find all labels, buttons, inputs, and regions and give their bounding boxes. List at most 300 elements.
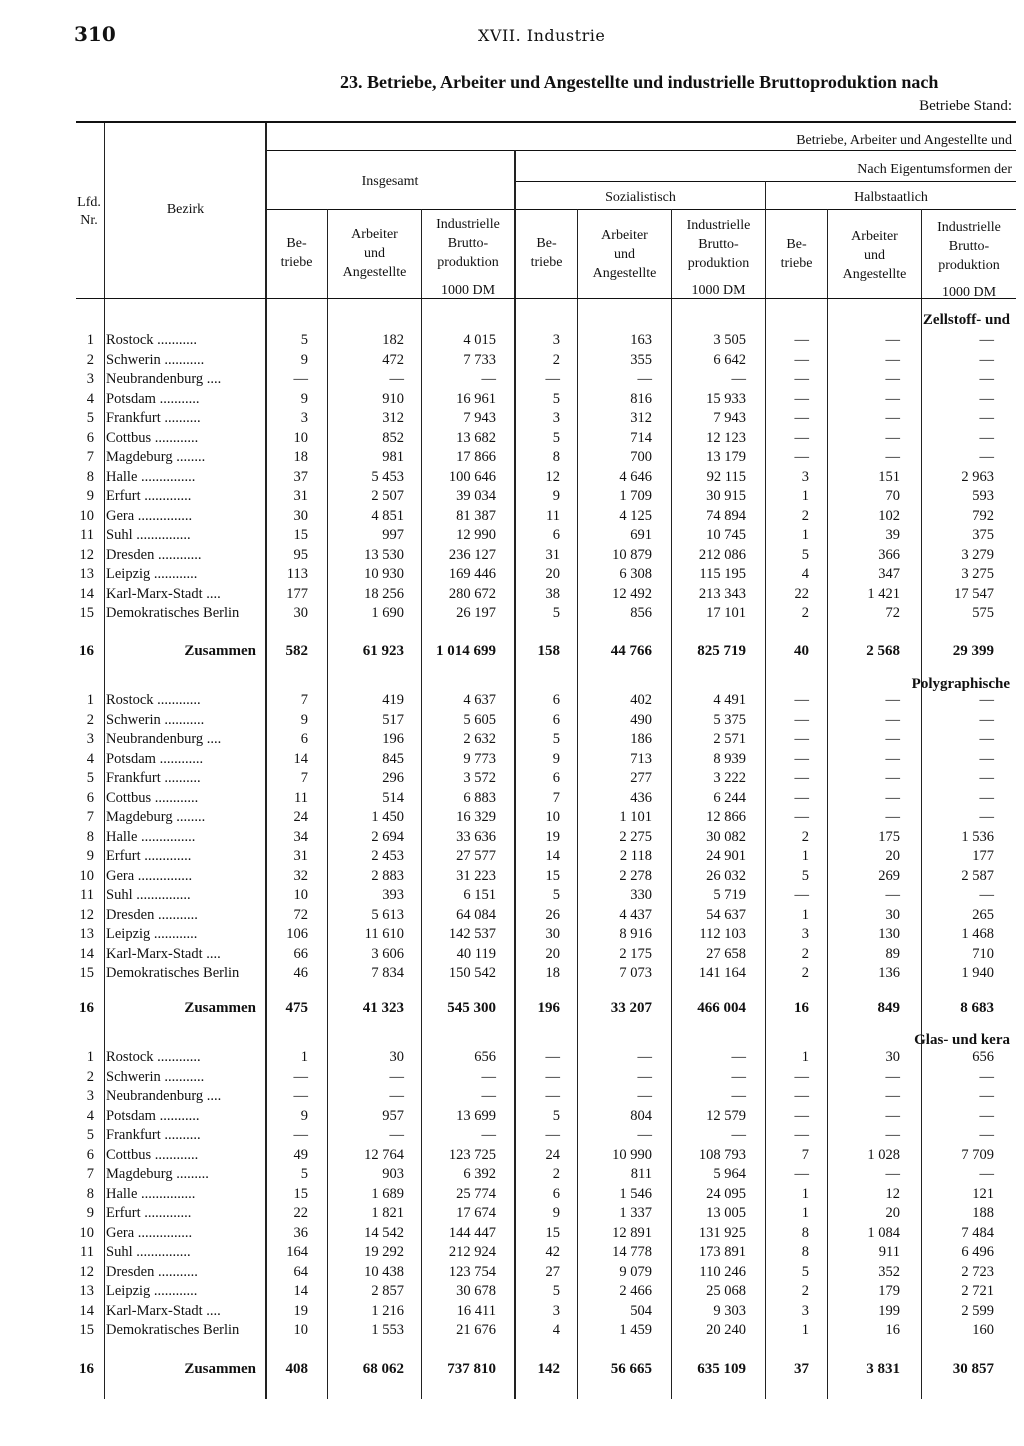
- table-cell: 7 733: [463, 351, 496, 368]
- table-cell: 393: [382, 887, 404, 903]
- table-cell: —: [481, 1068, 496, 1085]
- table-cell: 199: [878, 1302, 900, 1319]
- table-cell: 6 151: [463, 887, 496, 903]
- bezirk-name: Potsdam ...........: [106, 390, 200, 407]
- row-number: 9: [86, 848, 94, 864]
- row-number: 16: [79, 1000, 94, 1016]
- table-cell: —: [979, 789, 994, 806]
- table-cell: 123 754: [448, 1263, 496, 1280]
- table-cell: —: [794, 351, 809, 368]
- table-cell: 6 883: [463, 789, 496, 806]
- total-cell: 16: [794, 1000, 809, 1016]
- table-cell: 72: [293, 906, 308, 923]
- table-cell: 4: [801, 566, 809, 582]
- table-row: [0, 352, 1024, 372]
- table-cell: 64: [293, 1263, 308, 1280]
- bezirk-name: Magdeburg ........: [106, 449, 206, 465]
- table-row: [0, 809, 1024, 829]
- table-cell: 9: [552, 750, 560, 767]
- table-cell: —: [794, 887, 809, 903]
- table-cell: 2 278: [619, 867, 652, 884]
- section-label: Glas- und kera: [914, 1032, 1010, 1048]
- table-cell: 196: [382, 731, 404, 747]
- table-cell: —: [637, 1049, 652, 1065]
- table-cell: 2 721: [961, 1283, 994, 1299]
- row-number: 16: [79, 643, 94, 659]
- table-cell: 2 466: [619, 1283, 652, 1299]
- table-cell: 13 699: [456, 1107, 496, 1124]
- table-cell: 2 453: [371, 848, 404, 864]
- table-cell: 8: [801, 1224, 809, 1241]
- table-cell: —: [794, 449, 809, 465]
- table-cell: —: [794, 1107, 809, 1124]
- table-cell: 1 553: [371, 1322, 404, 1338]
- table-cell: —: [885, 711, 900, 728]
- table-cell: 33 636: [456, 828, 496, 845]
- table-cell: 9: [300, 1107, 308, 1124]
- table-cell: —: [293, 1068, 308, 1085]
- bezirk-name: Karl-Marx-Stadt ....: [106, 1302, 221, 1319]
- row-number: 12: [79, 906, 94, 923]
- table-cell: —: [979, 1068, 994, 1085]
- table-cell: 472: [382, 351, 404, 368]
- table-cell: 9: [300, 390, 308, 407]
- table-cell: 212 086: [698, 546, 746, 563]
- table-cell: 5: [552, 429, 560, 446]
- table-cell: 2: [801, 507, 809, 524]
- table-cell: 66: [293, 945, 308, 962]
- table-cell: 164: [286, 1244, 308, 1260]
- table-row: [0, 1244, 1024, 1264]
- bezirk-name: Gera ...............: [106, 867, 193, 884]
- table-cell: 10 930: [364, 566, 404, 582]
- table-cell: 30: [293, 507, 308, 524]
- table-cell: —: [979, 750, 994, 767]
- table-cell: 5 605: [463, 711, 496, 728]
- table-row: [0, 488, 1024, 508]
- table-cell: 13 530: [364, 546, 404, 563]
- table-cell: 175: [878, 828, 900, 845]
- table-cell: 26: [545, 906, 560, 923]
- table-cell: —: [885, 750, 900, 767]
- table-cell: 5: [300, 332, 308, 348]
- table-cell: 4 125: [619, 507, 652, 524]
- row-number: 7: [86, 809, 94, 825]
- row-number: 11: [80, 887, 94, 903]
- table-row: [0, 751, 1024, 771]
- table-cell: 4 851: [371, 507, 404, 524]
- table-row: [0, 790, 1024, 810]
- table-cell: 2 599: [961, 1302, 994, 1319]
- table-cell: 2: [552, 351, 560, 368]
- table-cell: 17 101: [706, 605, 746, 621]
- table-cell: 792: [972, 507, 994, 524]
- table-cell: 4 491: [713, 692, 746, 708]
- table-cell: 5: [552, 1107, 560, 1124]
- table-cell: 1 216: [371, 1302, 404, 1319]
- row-number: 13: [79, 1283, 94, 1299]
- table-cell: 402: [630, 692, 652, 708]
- table-cell: 12 123: [706, 429, 746, 446]
- row-number: 1: [86, 692, 94, 708]
- bezirk-name: Neubrandenburg ....: [106, 731, 222, 747]
- table-cell: 1 101: [619, 809, 652, 825]
- table-cell: —: [885, 371, 900, 387]
- table-cell: 8: [801, 1244, 809, 1260]
- table-cell: —: [885, 692, 900, 708]
- row-number: 6: [86, 429, 94, 446]
- table-cell: 1: [801, 1049, 809, 1065]
- row-number: 11: [80, 1244, 94, 1260]
- col-header-arbeiter: Arbeiter und Angestellte: [842, 229, 907, 282]
- table-cell: 6 244: [713, 789, 746, 806]
- table-cell: 24: [293, 809, 308, 825]
- table-cell: —: [794, 410, 809, 426]
- table-cell: —: [885, 809, 900, 825]
- table-cell: 17 547: [954, 585, 994, 602]
- table-cell: 1 084: [867, 1224, 900, 1241]
- table-cell: —: [885, 351, 900, 368]
- table-cell: 12: [545, 468, 560, 485]
- table-cell: 10: [545, 809, 560, 825]
- table-cell: 10: [293, 1322, 308, 1338]
- table-cell: 1 536: [961, 828, 994, 845]
- table-cell: 39 034: [456, 488, 496, 504]
- table-cell: —: [731, 371, 746, 387]
- table-cell: 25 068: [706, 1283, 746, 1299]
- table-cell: —: [885, 887, 900, 903]
- table-cell: 1 940: [961, 965, 994, 981]
- table-row: [0, 1127, 1024, 1147]
- table-cell: 265: [972, 906, 994, 923]
- table-cell: 811: [630, 1166, 652, 1182]
- total-cell: 635 109: [697, 1361, 746, 1377]
- table-cell: 15: [545, 1224, 560, 1241]
- row-number: 11: [80, 527, 94, 543]
- table-cell: —: [885, 731, 900, 747]
- table-cell: —: [979, 390, 994, 407]
- table-row: [0, 965, 1024, 985]
- table-cell: —: [731, 1049, 746, 1065]
- table-cell: —: [885, 449, 900, 465]
- row-number: 6: [86, 1146, 94, 1163]
- table-cell: 144 447: [448, 1224, 496, 1241]
- table-cell: —: [545, 1049, 560, 1065]
- table-cell: 957: [382, 1107, 404, 1124]
- table-cell: 14 542: [364, 1224, 404, 1241]
- table-cell: 19: [545, 828, 560, 845]
- bezirk-name: Dresden ...........: [106, 1263, 198, 1280]
- row-number: 8: [86, 468, 94, 485]
- table-cell: 7 943: [713, 410, 746, 426]
- table-cell: 1: [801, 1322, 809, 1338]
- table-cell: 179: [878, 1283, 900, 1299]
- table-cell: 5: [801, 867, 809, 884]
- table-cell: 713: [630, 750, 652, 767]
- table-cell: —: [979, 770, 994, 786]
- table-cell: 1: [801, 1205, 809, 1221]
- table-cell: —: [637, 1088, 652, 1104]
- table-cell: 212 924: [448, 1244, 496, 1260]
- table-cell: —: [885, 1127, 900, 1143]
- table-row: [0, 1303, 1024, 1323]
- table-cell: 32: [293, 867, 308, 884]
- table-cell: —: [794, 1068, 809, 1085]
- table-cell: 16 411: [456, 1302, 496, 1319]
- bezirk-name: Erfurt .............: [106, 488, 192, 504]
- table-cell: 10: [293, 887, 308, 903]
- table-cell: 21 676: [456, 1322, 496, 1338]
- table-cell: 26 197: [456, 605, 496, 621]
- table-cell: —: [481, 1127, 496, 1143]
- table-cell: 8 939: [713, 750, 746, 767]
- table-cell: —: [979, 351, 994, 368]
- table-cell: 10 990: [612, 1146, 652, 1163]
- table-cell: 2: [801, 965, 809, 981]
- bezirk-name: Erfurt .............: [106, 1205, 192, 1221]
- table-cell: 14: [545, 848, 560, 864]
- table-row: [0, 926, 1024, 946]
- bezirk-name: Schwerin ...........: [106, 351, 205, 368]
- col-header-sozialistisch: Sozialistisch: [605, 190, 676, 205]
- table-cell: —: [293, 371, 308, 387]
- table-cell: 14 778: [612, 1244, 652, 1260]
- stand-note: Betriebe Stand:: [919, 98, 1012, 114]
- table-cell: 6 642: [713, 351, 746, 368]
- table-cell: 10 438: [364, 1263, 404, 1280]
- table-cell: 31: [293, 488, 308, 504]
- table-cell: 1: [801, 488, 809, 504]
- table-cell: 5 964: [713, 1166, 746, 1182]
- table-cell: 151: [878, 468, 900, 485]
- total-cell: 3 831: [866, 1361, 900, 1377]
- table-cell: 188: [972, 1205, 994, 1221]
- table-cell: 11 610: [364, 926, 404, 942]
- table-cell: 110 246: [699, 1263, 746, 1280]
- table-cell: 330: [630, 887, 652, 903]
- table-cell: 115 195: [699, 566, 746, 582]
- table-cell: 15 933: [706, 390, 746, 407]
- row-number: 15: [79, 965, 94, 981]
- bezirk-name: Halle ...............: [106, 1185, 196, 1202]
- table-cell: 3 275: [961, 566, 994, 582]
- header-bottom-rule: [76, 298, 1016, 299]
- table-row: [0, 391, 1024, 411]
- table-row: [0, 586, 1024, 606]
- table-cell: 1 421: [867, 585, 900, 602]
- table-cell: 26 032: [706, 867, 746, 884]
- table-cell: 7 834: [371, 965, 404, 981]
- table-cell: 12 579: [706, 1107, 746, 1124]
- table-cell: 177: [286, 585, 308, 602]
- total-cell: 408: [285, 1361, 308, 1377]
- bezirk-name: Magdeburg .........: [106, 1166, 209, 1182]
- table-cell: 1: [300, 1049, 308, 1065]
- bezirk-name: Rostock ............: [106, 692, 201, 708]
- row-number: 4: [86, 390, 94, 407]
- bezirk-name: Rostock ............: [106, 1049, 201, 1065]
- bezirk-name: Dresden ............: [106, 546, 202, 563]
- table-cell: 18: [545, 965, 560, 981]
- row-number: 7: [86, 1166, 94, 1182]
- total-cell: 56 665: [610, 1361, 652, 1377]
- total-cell: 41 323: [362, 1000, 404, 1016]
- table-cell: —: [637, 1068, 652, 1085]
- table-cell: 18 256: [364, 585, 404, 602]
- table-cell: 1 028: [867, 1146, 900, 1163]
- table-row: [0, 371, 1024, 391]
- bezirk-name: Neubrandenburg ....: [106, 1088, 222, 1104]
- row-number: 8: [86, 828, 94, 845]
- col-header-bezirk: Bezirk: [166, 202, 205, 217]
- row-number: 13: [79, 926, 94, 942]
- total-cell: 2 568: [866, 643, 900, 659]
- bezirk-name: Leipzig ............: [106, 566, 198, 582]
- bezirk-name: Gera ...............: [106, 507, 193, 524]
- table-cell: —: [979, 1166, 994, 1182]
- section-heading: XVII. Industrie: [478, 26, 606, 45]
- row-number: 5: [86, 1127, 94, 1143]
- table-cell: 710: [972, 945, 994, 962]
- table-cell: 6: [552, 692, 560, 708]
- table-cell: 20: [545, 566, 560, 582]
- table-cell: 1 337: [619, 1205, 652, 1221]
- bezirk-name: Frankfurt ..........: [106, 410, 201, 426]
- table-cell: 7 709: [961, 1146, 994, 1163]
- bezirk-name: Karl-Marx-Stadt ....: [106, 945, 221, 962]
- table-cell: 7: [801, 1146, 809, 1163]
- table-cell: 6: [552, 1185, 560, 1202]
- table-cell: —: [481, 1088, 496, 1104]
- table-cell: 20: [885, 1205, 900, 1221]
- table-cell: —: [885, 410, 900, 426]
- table-row: [0, 1322, 1024, 1342]
- table-cell: —: [979, 1088, 994, 1104]
- table-cell: 490: [630, 711, 652, 728]
- table-cell: 903: [382, 1166, 404, 1182]
- table-cell: 9: [552, 488, 560, 504]
- row-number: 2: [86, 351, 94, 368]
- table-cell: —: [481, 371, 496, 387]
- col-header-betriebe: Be- triebe: [530, 236, 563, 270]
- bezirk-name: Suhl ...............: [106, 1244, 191, 1260]
- table-cell: 2: [801, 605, 809, 621]
- total-cell: 825 719: [697, 643, 746, 659]
- table-cell: —: [885, 390, 900, 407]
- table-cell: —: [545, 371, 560, 387]
- bezirk-name: Demokratisches Berlin: [106, 605, 240, 621]
- col-header-produktion: Industrielle Brutto- produktion: [436, 217, 500, 270]
- table-cell: 4 637: [463, 692, 496, 708]
- total-cell: 466 004: [697, 1000, 746, 1016]
- table-row: [0, 907, 1024, 927]
- total-cell: 37: [794, 1361, 809, 1377]
- table-cell: 2: [801, 1283, 809, 1299]
- table-cell: 186: [630, 731, 652, 747]
- col-header-unit: 1000 DM: [691, 283, 746, 298]
- bezirk-name: Halle ...............: [106, 828, 196, 845]
- bezirk-name: Potsdam ...........: [106, 1107, 200, 1124]
- table-cell: 856: [630, 605, 652, 621]
- table-cell: 177: [972, 848, 994, 864]
- bezirk-name: Suhl ...............: [106, 887, 191, 903]
- table-cell: 16: [885, 1322, 900, 1338]
- table-cell: 1 709: [619, 488, 652, 504]
- table-cell: 419: [382, 692, 404, 708]
- table-cell: —: [545, 1068, 560, 1085]
- col-header-arbeiter: Arbeiter und Angestellte: [592, 228, 657, 281]
- table-cell: 5 375: [713, 711, 746, 728]
- table-cell: 31: [293, 848, 308, 864]
- table-cell: 10 879: [612, 546, 652, 563]
- table-cell: 312: [382, 410, 404, 426]
- table-cell: 46: [293, 965, 308, 981]
- table-row: [0, 731, 1024, 751]
- table-cell: 14: [293, 1283, 308, 1299]
- row-number: 14: [79, 945, 94, 962]
- row-number: 6: [86, 789, 94, 806]
- table-cell: —: [794, 692, 809, 708]
- bezirk-name: Rostock ...........: [106, 332, 198, 348]
- bezirk-name: Cottbus ............: [106, 1146, 199, 1163]
- row-number: 2: [86, 711, 94, 728]
- table-cell: 7 943: [463, 410, 496, 426]
- table-cell: 40 119: [456, 945, 496, 962]
- table-row: [0, 770, 1024, 790]
- table-cell: 5: [801, 546, 809, 563]
- table-cell: 30: [293, 605, 308, 621]
- row-number: 3: [86, 371, 94, 387]
- table-row: [0, 946, 1024, 966]
- table-cell: —: [979, 1107, 994, 1124]
- table-cell: 22: [794, 585, 809, 602]
- total-cell: 61 923: [362, 643, 404, 659]
- col-header-betriebe: Be- triebe: [780, 237, 813, 271]
- total-row: [0, 1000, 1024, 1020]
- table-cell: 5 613: [371, 906, 404, 923]
- bezirk-name: Halle ...............: [106, 468, 196, 485]
- bezirk-name: Magdeburg ........: [106, 809, 206, 825]
- table-cell: 3: [801, 926, 809, 942]
- row-number: 9: [86, 488, 94, 504]
- table-cell: 1: [801, 906, 809, 923]
- table-cell: 8: [552, 449, 560, 465]
- table-cell: 1: [801, 527, 809, 543]
- table-cell: 514: [382, 789, 404, 806]
- table-cell: 816: [630, 390, 652, 407]
- section-label: Zellstoff- und: [922, 312, 1010, 328]
- table-cell: 4 646: [619, 468, 652, 485]
- header-top-rule: [76, 121, 1016, 123]
- table-row: [0, 605, 1024, 625]
- table-cell: 2: [552, 1166, 560, 1182]
- total-cell: 475: [285, 1000, 308, 1016]
- table-cell: 656: [972, 1049, 994, 1065]
- table-cell: 11: [294, 789, 308, 806]
- row-number: 5: [86, 770, 94, 786]
- table-cell: 7 073: [619, 965, 652, 981]
- table-cell: 312: [630, 410, 652, 426]
- table-cell: 9 079: [619, 1263, 652, 1280]
- table-cell: —: [637, 371, 652, 387]
- table-cell: 691: [630, 527, 652, 543]
- table-cell: 5: [300, 1166, 308, 1182]
- row-number: 10: [79, 1224, 94, 1241]
- table-cell: —: [885, 789, 900, 806]
- col-header-insgesamt: Insgesamt: [361, 174, 419, 189]
- bezirk-name: Frankfurt ..........: [106, 1127, 201, 1143]
- table-cell: 6: [300, 731, 308, 747]
